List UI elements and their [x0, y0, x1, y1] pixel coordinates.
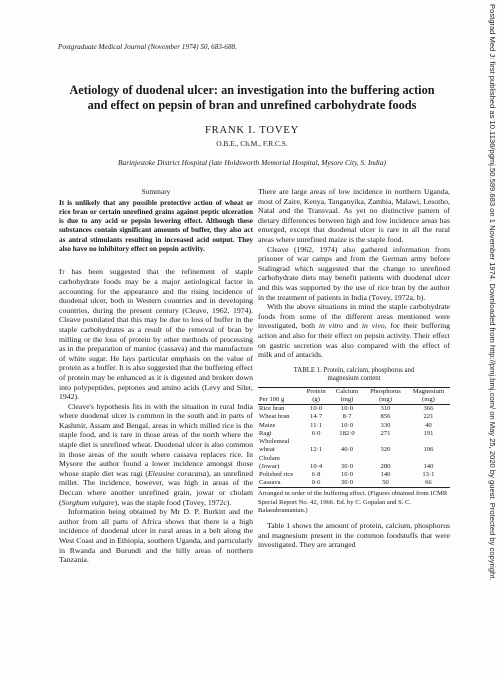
intro-first-word: It [59, 267, 65, 277]
table-cell: 320 [380, 446, 391, 454]
nutrient-table [258, 387, 450, 488]
table-cell: 50 [382, 479, 389, 487]
table-cell: 6·8 [311, 470, 321, 478]
table-cell: 12·1 [310, 446, 323, 454]
table-cell: 10·0 [310, 405, 323, 413]
table-cell: 8·7 [342, 413, 352, 421]
table-cell: 310 [380, 405, 391, 413]
table-caption-line-1: TABLE 1. Protein, calcium, phosphorus and [293, 366, 415, 374]
table-cell: 66 [425, 479, 432, 487]
table-row [258, 479, 450, 488]
table-header-row [258, 387, 450, 404]
left-column [59, 187, 253, 565]
table-header-cell: Magnesium (mg) [412, 387, 444, 404]
table-header-cell: Protein (g) [306, 387, 326, 404]
table-row [258, 430, 450, 438]
hypothesis-text: Cleave's hypothesis fits in with the situation in rural India where duodenal ulcer is common in the south and in parts of Kashmir, Assam and Bengal, areas in which milled rice is the staple food, and is rare in those areas of the north where the staple diet is unrefined wheat. Duodenal ulcer is also common in those areas of the south where cassava replaces rice. In Mysore the author found a lower incidence amongst those whose staple diet was ragi ( [59, 401, 253, 478]
table-cell: Maize [259, 421, 276, 429]
table-cell: 10·0 [340, 470, 354, 478]
table-cell: Wholemeal wheat [259, 438, 290, 454]
table-cell: 140 [423, 462, 434, 470]
summary-heading: Summary [141, 187, 171, 196]
table-cell: 221 [423, 413, 434, 421]
table-cell: 6·0 [311, 429, 321, 437]
author-affiliation: Barinjestoke District Hospital (late Holdsworth Memorial Hospital, Mysore City, S. India) [117, 158, 387, 167]
intro-paragraph [59, 267, 253, 401]
table-cell: 856 [380, 413, 391, 421]
journal-citation: Postgraduate Medical Journal (November 1974) 50, 683-688. [58, 43, 237, 51]
table-row [258, 455, 450, 471]
table-cell: 0·6 [311, 479, 321, 487]
species-name-ragi: Eleusine coracana [147, 468, 207, 478]
table-cell: 330 [380, 421, 391, 429]
table-cell: 11·1 [310, 421, 323, 429]
article-title: Aetiology of duodenal ulcer: an investigation into the buffering action and effect on pepsin of bran and unrefined carbohydrate foods [69, 83, 435, 112]
table-row [258, 405, 450, 414]
right-column [258, 187, 450, 550]
table-cell: 10·0 [340, 405, 354, 413]
hypothesis-text-cont: ), an unrefined millet. The incidence, however, was high in areas of the Deccan where another unrefined grain, jowar or cholam ( [59, 468, 253, 507]
table-cell: Cassava [259, 479, 281, 487]
table-cell: 14·7 [310, 413, 323, 421]
table-cell: Cholam (Jowar) [259, 454, 280, 470]
author-degrees: O.B.E., Ch.M., F.R.C.S. [216, 139, 288, 148]
table-cell: 366 [423, 405, 434, 413]
table-header-cell: Per 100 g [259, 396, 285, 404]
table-cell: 10·4 [310, 462, 323, 470]
table-cell: Ragi [259, 429, 272, 437]
incidence-paragraph: There are large areas of low incidence in northern Uganda, most of Zaire, Kenya, Tanganyika, Zambia, Malawi, Lesotho, Natal and the Transvaal. As yet no distinctive pattern of dietary differences between high and low incidence areas has emerged, except that duodenal ulcer is rare in all the rural areas where unrefined maize is the staple food. [258, 187, 450, 244]
table-cell: 280 [380, 462, 391, 470]
table-cell: 30·0 [340, 462, 354, 470]
download-notice: Postgrad Med J: first published as 10.1136/pgmj.50.589.683 on 1 November 1974. Downloaded from http://pmj.bmj.com/ on May 25, 2020 by guest. Protected by copyright. [488, 4, 497, 581]
table-cell: Polished rice [259, 470, 294, 478]
table-header-cell: Calcium (mg) [335, 387, 359, 404]
table-cell: Wheat bran [259, 413, 290, 421]
methods-text: With the above situations in mind the staple carbohydrate foods from some of the different areas mentioned were investigated, both [258, 302, 450, 331]
table-row [258, 422, 450, 430]
table-cell: 271 [380, 429, 391, 437]
table-cell: Rice bran [259, 405, 285, 413]
methods-text-and: and [343, 321, 362, 331]
table-cell: 106 [423, 446, 434, 454]
in-vitro-term: in vitro [318, 321, 344, 331]
hypothesis-paragraph [59, 402, 253, 508]
table-row [258, 438, 450, 454]
table-cell: 13·1 [422, 470, 435, 478]
cleave-paragraph: Cleave (1962, 1974) also gathered information from prisoner of war camps and from the German army before Stalingrad which suggested that the change to unrefined carbohydrate diets may benefit patients with duodenal ulcer and this was supported by the use of rice bran by the author in the treatment of patients in India (Tovey, 1972a, b). [258, 244, 450, 302]
methods-paragraph [258, 302, 450, 360]
table-cell: 140 [380, 470, 391, 478]
intro-text: has been suggested that the refinement of staple carbohydrate foods may be a major aetiological factor in accounting for the appearance and the rising incidence of duodenal ulcer, both in Western countries and in developing countries, during the present century (Cleave, 1962, 1974). Cleave postulated that this may be due to loss of buffer in the staple carbohydrates as a result of the removal of bran by milling or the loss of protein by other methods of processing as in the preparation of manioc (cassava) and the manufacture of white sugar. He lays particular emphasis on the value of protein as a buffer. It is also suggested that the buffering effect of protein may be enhanced as it is digested and broken down into polypeptides, peptones and amino acids (Levy and Siler, 1942). [59, 267, 253, 402]
table-discussion-paragraph: Table 1 shows the amount of protein, calcium, phosphorus and magnesium present in the common foodstuffs that were investigated. They are arranged [258, 520, 450, 550]
author-name: FRANK I. TOVEY [204, 125, 300, 136]
table-cell: 10·0 [340, 421, 354, 429]
table-cell: 182·0 [339, 429, 355, 437]
table-cell: 40·0 [340, 446, 354, 454]
methods-text-end: , for their buffering action and also for their effect on pepsin activity. Their effect on gastric secretion was also compared with the effect of milk and of antacids. [258, 321, 450, 360]
summary-text: It is unlikely that any possible protective action of wheat or rice bran or certain unrefined grains against peptic ulceration is due to any acid or pepsin lowering effect. Although these substances contain significant amounts of buffer, they also act as antral stimulants resulting in increased acid output. They also have no inhibitory effect on pepsin activity. [59, 198, 253, 254]
table-caption-line-2: magnesium content [327, 375, 381, 383]
table-row [258, 413, 450, 421]
table-cell: 191 [423, 429, 434, 437]
africa-paragraph: Information being obtained by Mr D. P. Burkitt and the author from all parts of Africa shows that there is a high incidence of duodenal ulcer in rural areas in a belt along the West Coast and in Ethiopia, southern Uganda, and particularly in Rwanda and Burundi and the hilly areas of northern Tanzania. [59, 507, 253, 565]
table-header-cell: Phosphorus (mg) [370, 387, 401, 404]
table-footnote: Arranged in order of the buffering effect. (Figures obtained from ICMR Special Report No. 42, 1966. Ed. by C. Gopalan and S. C. Balasubramanian.) [258, 490, 448, 514]
in-vivo-term: in vivo [361, 321, 385, 331]
species-name-cholam: Sorghum vulgare [61, 497, 115, 507]
table-cell: 30·0 [340, 479, 354, 487]
table-caption [258, 367, 450, 384]
hypothesis-text-end: ), was the staple food (Tovey, 1972c). [114, 497, 232, 507]
table-row [258, 471, 450, 479]
table-cell: 40 [425, 421, 432, 429]
